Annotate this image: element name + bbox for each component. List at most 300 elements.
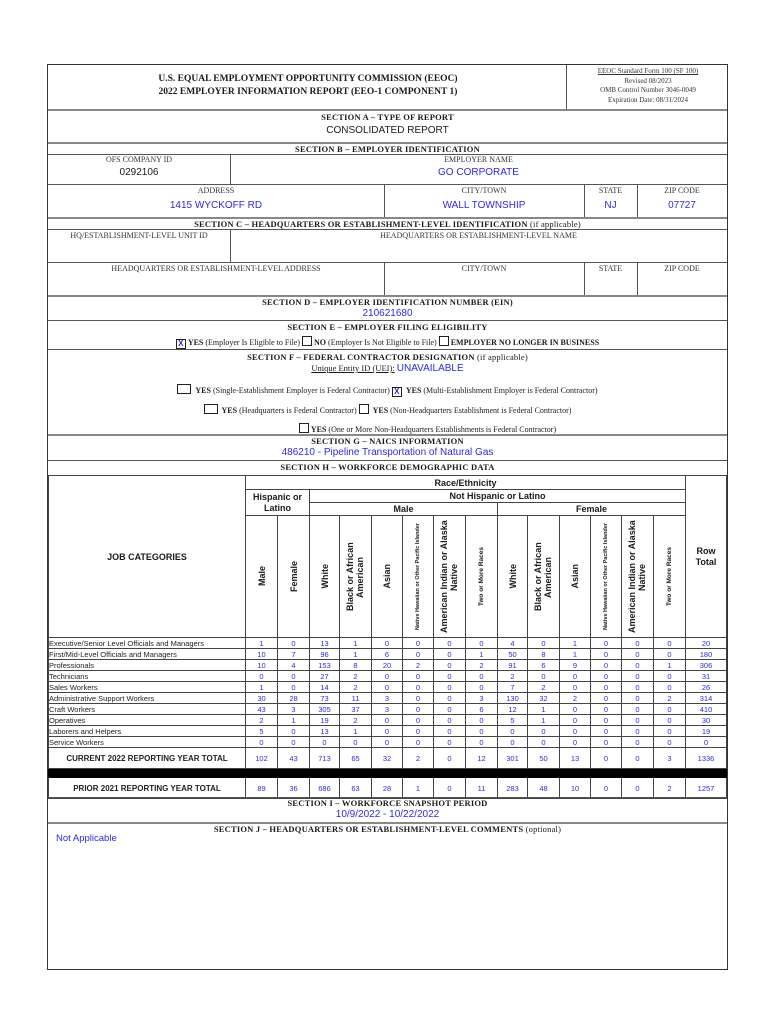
count-cell[interactable]: 7 [278,649,310,660]
row-total-cell: 306 [686,660,727,671]
count-cell[interactable]: 1 [246,638,278,649]
col-header [246,516,278,638]
one-or-more-non-hq-option[interactable] [299,425,556,434]
count-cell[interactable]: 10 [246,660,278,671]
male-header: Male [310,503,498,516]
contractor-options-row1 [48,384,727,397]
count-cell[interactable]: 0 [372,638,403,649]
total-cell: 36 [278,778,310,799]
job-category-cell: Operatives [49,715,246,726]
report-type-value: CONSOLIDATED REPORT [326,125,449,136]
section-f-title-text: SECTION F – FEDERAL CONTRACTOR DESIGNATION [247,352,475,362]
col-label: Asian [382,564,392,589]
col-header [340,516,372,638]
table-row [49,638,727,649]
section-g-title: SECTION G – NAICS INFORMATION [311,436,464,446]
count-cell[interactable]: 2 [654,693,686,704]
table-row [49,660,727,671]
count-cell[interactable]: 0 [434,693,466,704]
count-cell[interactable]: 0 [403,682,434,693]
count-cell[interactable]: 0 [560,737,591,748]
job-category-cell: Service Workers [49,737,246,748]
divider [48,229,727,230]
count-cell[interactable]: 1 [278,715,310,726]
job-category-cell: Technicians [49,671,246,682]
count-cell[interactable]: 12 [498,704,528,715]
col-header [372,516,403,638]
count-cell[interactable]: 0 [622,638,654,649]
count-cell[interactable]: 0 [434,660,466,671]
grand-total-cell: 1257 [686,778,727,799]
count-cell[interactable]: 14 [310,682,340,693]
employer-name-value: GO CORPORATE [438,167,519,178]
section-c-note: (if applicable) [530,219,581,229]
count-cell[interactable]: 0 [654,682,686,693]
count-cell[interactable]: 0 [528,726,560,737]
count-cell[interactable]: 0 [654,737,686,748]
section-f-note: (if applicable) [477,352,528,362]
total-cell: 32 [372,748,403,769]
col-label: Female [288,560,299,593]
count-cell[interactable]: 43 [246,704,278,715]
separator-cell [622,769,654,778]
option-label: YES [221,406,238,415]
separator-cell [654,769,686,778]
zip-label: ZIP CODE [664,186,700,195]
total-cell: 301 [498,748,528,769]
count-cell[interactable]: 2 [560,693,591,704]
total-cell: 50 [528,748,560,769]
count-cell[interactable]: 0 [622,737,654,748]
count-cell[interactable]: 6 [466,704,498,715]
count-cell[interactable]: 1 [560,638,591,649]
table-row [49,649,727,660]
separator-cell [591,769,622,778]
count-cell[interactable]: 0 [403,715,434,726]
col-label: White [319,564,330,589]
count-cell[interactable]: 91 [498,660,528,671]
count-cell[interactable]: 2 [340,682,372,693]
checkbox-empty-icon[interactable] [359,404,369,414]
count-cell[interactable]: 0 [434,682,466,693]
total-cell: 10 [560,778,591,799]
count-cell[interactable]: 0 [622,726,654,737]
separator-cell [310,769,340,778]
count-cell[interactable]: 1 [654,660,686,671]
separator-bar [49,769,727,778]
count-cell[interactable]: 19 [310,715,340,726]
section-d-title: SECTION D – EMPLOYER IDENTIFICATION NUMBER (EIN) [262,297,513,307]
count-cell[interactable]: 4 [498,638,528,649]
count-cell[interactable]: 5 [498,715,528,726]
section-c-title [48,219,727,229]
job-category-cell: Laborers and Helpers [49,726,246,737]
total-cell: 283 [498,778,528,799]
col-label: Male [256,566,267,587]
checkbox-empty-icon[interactable] [439,336,449,346]
count-cell[interactable]: 0 [498,726,528,737]
count-cell[interactable]: 0 [654,638,686,649]
count-cell[interactable]: 0 [278,682,310,693]
col-header [654,516,686,638]
count-cell[interactable]: 0 [622,671,654,682]
count-cell[interactable]: 0 [403,704,434,715]
count-cell[interactable]: 0 [434,671,466,682]
option-text: (Single-Establishment Employer is Federal Contractor) [210,386,390,395]
count-cell[interactable]: 1 [466,649,498,660]
table-row [49,704,727,715]
option-label: YES [405,386,422,395]
city-value: WALL TOWNSHIP [442,200,526,211]
workforce-table [48,475,727,799]
count-cell[interactable]: 0 [372,726,403,737]
multi-establishment-option[interactable] [392,386,598,395]
section-e-title: SECTION E – EMPLOYER FILING ELIGIBILITY [287,322,488,332]
checkbox-empty-icon[interactable] [299,423,309,433]
count-cell[interactable]: 2 [340,671,372,682]
count-cell[interactable]: 32 [528,693,560,704]
count-cell[interactable]: 1 [528,704,560,715]
row-total-header [686,476,727,638]
count-cell[interactable]: 0 [340,737,372,748]
hq-address-label: HEADQUARTERS OR ESTABLISHMENT-LEVEL ADDRESS [111,264,321,273]
total-cell: 713 [310,748,340,769]
count-cell[interactable]: 0 [403,649,434,660]
count-cell[interactable]: 0 [622,660,654,671]
section-i-title: SECTION I – WORKFORCE SNAPSHOT PERIOD [287,798,488,808]
race-ethnicity-header: Race/Ethnicity [246,476,686,490]
eligibility-no-longer-option[interactable] [439,338,599,347]
count-cell[interactable]: 3 [466,693,498,704]
count-cell[interactable]: 2 [246,715,278,726]
checkbox-empty-icon[interactable] [302,336,312,346]
count-cell[interactable]: 8 [528,649,560,660]
total-cell: 0 [591,778,622,799]
count-cell[interactable]: 8 [340,660,372,671]
eligibility-no-option[interactable] [302,338,437,347]
eeo1-form-page [47,64,728,970]
count-cell[interactable]: 1 [560,649,591,660]
count-cell[interactable]: 2 [528,682,560,693]
count-cell[interactable]: 0 [372,671,403,682]
checkbox-checked-icon[interactable]: X [392,387,402,397]
separator-cell [528,769,560,778]
col-label: Black or African American [344,542,365,611]
count-cell[interactable]: 5 [246,726,278,737]
separator-cell [340,769,372,778]
count-cell[interactable]: 0 [434,638,466,649]
option-text: (Headquarters is Federal Contractor) [237,406,357,415]
count-cell[interactable]: 0 [528,737,560,748]
separator-cell [434,769,466,778]
count-cell[interactable]: 0 [654,649,686,660]
count-cell[interactable]: 3 [278,704,310,715]
col-header [434,516,466,638]
hq-state-label: STATE [598,264,623,273]
separator-cell [49,769,246,778]
col-label: American Indian or Alaska Native [438,520,459,633]
col-label: Asian [570,564,580,589]
form-title [48,73,568,99]
prior-year-total-row [49,778,727,799]
total-label: PRIOR 2021 REPORTING YEAR TOTAL [49,778,246,799]
hq-zip-label: ZIP CODE [664,264,700,273]
comments-value: Not Applicable [56,833,117,844]
job-category-cell: Professionals [49,660,246,671]
count-cell[interactable]: 0 [434,737,466,748]
col-header [560,516,591,638]
employer-name-label: EMPLOYER NAME [444,155,513,164]
total-label: CURRENT 2022 REPORTING YEAR TOTAL [49,748,246,769]
count-cell[interactable]: 0 [498,737,528,748]
count-cell[interactable]: 4 [278,660,310,671]
count-cell[interactable]: 0 [622,715,654,726]
job-category-rows [49,638,727,748]
count-cell[interactable]: 0 [466,715,498,726]
table-row [49,671,727,682]
job-category-cell: Craft Workers [49,704,246,715]
col-header [278,516,310,638]
count-cell[interactable]: 20 [372,660,403,671]
count-cell[interactable]: 0 [560,726,591,737]
city-label: CITY/TOWN [461,186,507,195]
count-cell[interactable]: 2 [498,671,528,682]
row-total-cell: 180 [686,649,727,660]
count-cell[interactable]: 0 [622,704,654,715]
option-text: (One or More Non-Headquarters Establishments is Federal Contractor) [326,425,557,434]
total-cell: 43 [278,748,310,769]
count-cell[interactable]: 0 [591,660,622,671]
count-cell[interactable]: 153 [310,660,340,671]
total-cell: 0 [622,748,654,769]
count-cell[interactable]: 28 [278,693,310,704]
option-label: NO [314,338,327,347]
count-cell[interactable]: 0 [403,638,434,649]
count-cell[interactable]: 0 [591,682,622,693]
count-cell[interactable]: 0 [622,693,654,704]
count-cell[interactable]: 1 [528,715,560,726]
count-cell[interactable]: 13 [310,726,340,737]
count-cell[interactable]: 10 [246,649,278,660]
count-cell[interactable]: 3 [372,704,403,715]
count-cell[interactable]: 6 [372,649,403,660]
count-cell[interactable]: 0 [654,704,686,715]
count-cell[interactable]: 0 [528,638,560,649]
count-cell[interactable]: 13 [310,638,340,649]
section-b-title: SECTION B – EMPLOYER IDENTIFICATION [295,144,480,154]
col-header [310,516,340,638]
col-header [528,516,560,638]
count-cell[interactable]: 0 [591,715,622,726]
count-cell[interactable]: 0 [434,715,466,726]
count-cell[interactable]: 1 [340,726,372,737]
count-cell[interactable]: 1 [340,638,372,649]
contractor-options-row3 [48,423,727,434]
table-row [49,715,727,726]
count-cell[interactable]: 305 [310,704,340,715]
divider [48,460,727,461]
total-cell: 89 [246,778,278,799]
job-categories-header: JOB CATEGORIES [49,476,246,638]
uei-line [48,363,727,374]
section-j-note: (optional) [525,824,562,834]
option-text: (Multi-Establishment Employer is Federal Contractor) [421,386,598,395]
count-cell[interactable]: 0 [591,638,622,649]
count-cell[interactable]: 0 [434,726,466,737]
col-header [591,516,622,638]
col-label: Two or More Races [477,546,485,607]
total-cell: 0 [591,748,622,769]
count-cell[interactable]: 3 [372,693,403,704]
count-cell[interactable]: 1 [340,649,372,660]
total-cell: 63 [340,778,372,799]
single-establishment-option[interactable] [177,386,389,395]
count-cell[interactable]: 0 [278,671,310,682]
option-text: (Non-Headquarters Establishment is Federal Contractor) [388,406,572,415]
count-cell[interactable]: 0 [560,704,591,715]
count-cell[interactable]: 0 [372,715,403,726]
col-label: White [507,564,518,589]
address-value: 1415 WYCKOFF RD [169,200,263,211]
count-cell[interactable]: 0 [466,737,498,748]
count-cell[interactable]: 0 [372,737,403,748]
row-total-cell: 314 [686,693,727,704]
option-label: YES [372,406,389,415]
total-cell: 686 [310,778,340,799]
checkbox-empty-icon[interactable] [204,404,218,414]
count-cell[interactable]: 9 [560,660,591,671]
count-cell[interactable]: 96 [310,649,340,660]
count-cell[interactable]: 0 [591,726,622,737]
headquarters-option[interactable] [204,406,357,415]
section-c-title-text: SECTION C – HEADQUARTERS OR ESTABLISHMENT-LEVEL IDENTIFICATION [194,219,528,229]
form-title-line1: U.S. EQUAL EMPLOYMENT OPPORTUNITY COMMISSION (EEOC) [158,74,458,84]
company-id-value: 0292106 [119,167,159,178]
separator-cell [246,769,278,778]
count-cell[interactable]: 0 [466,671,498,682]
count-cell[interactable]: 6 [528,660,560,671]
count-cell[interactable]: 0 [466,726,498,737]
count-cell[interactable]: 0 [591,737,622,748]
count-cell[interactable]: 30 [246,693,278,704]
col-label: Black or African American [532,542,553,611]
count-cell[interactable]: 0 [622,649,654,660]
count-cell[interactable]: 0 [310,737,340,748]
count-cell[interactable]: 0 [591,704,622,715]
count-cell[interactable]: 0 [278,726,310,737]
snapshot-period-value: 10/9/2022 - 10/22/2022 [335,809,440,820]
totals-rows [49,748,727,799]
count-cell[interactable]: 0 [591,693,622,704]
section-j-title-text: SECTION J – HEADQUARTERS OR ESTABLISHMENT-LEVEL COMMENTS [213,824,524,834]
section-j-title [48,824,727,834]
count-cell[interactable]: 0 [246,671,278,682]
count-cell[interactable]: 0 [278,638,310,649]
divider [48,349,727,350]
row-total-cell: 26 [686,682,727,693]
section-h-title: SECTION H – WORKFORCE DEMOGRAPHIC DATA [280,462,495,472]
count-cell[interactable]: 0 [246,737,278,748]
count-cell[interactable]: 0 [560,715,591,726]
checkbox-checked-icon[interactable]: X [176,339,186,349]
address-label: ADDRESS [197,186,235,195]
state-value: NJ [604,200,617,211]
col-header [622,516,654,638]
eligibility-yes-option[interactable] [176,338,300,347]
non-headquarters-option[interactable] [359,406,572,415]
uei-label: Unique Entity ID (UEI): [311,363,395,373]
option-label: YES [310,425,327,434]
count-cell[interactable]: 0 [560,671,591,682]
count-cell[interactable]: 0 [591,649,622,660]
checkbox-empty-icon[interactable] [177,384,191,394]
count-cell[interactable]: 2 [403,660,434,671]
divider [48,109,727,111]
total-cell: 2 [654,778,686,799]
count-cell[interactable]: 0 [403,693,434,704]
count-cell[interactable]: 2 [340,715,372,726]
total-cell: 65 [340,748,372,769]
count-cell[interactable]: 0 [654,726,686,737]
count-cell[interactable]: 7 [498,682,528,693]
option-label: YES [187,338,204,347]
current-year-total-row [49,748,727,769]
count-cell[interactable]: 37 [340,704,372,715]
row-total-cell: 31 [686,671,727,682]
count-cell[interactable]: 0 [528,671,560,682]
count-cell[interactable]: 130 [498,693,528,704]
count-cell[interactable]: 2 [466,660,498,671]
hispanic-header [246,490,310,516]
count-cell[interactable]: 0 [466,682,498,693]
form-title-line2: 2022 EMPLOYER INFORMATION REPORT (EEO-1 COMPONENT 1) [158,87,458,97]
count-cell[interactable]: 0 [403,737,434,748]
count-cell[interactable]: 27 [310,671,340,682]
row-total-cell: 20 [686,638,727,649]
option-text: (Employer Is Eligible to File) [203,338,301,347]
separator-cell [372,769,403,778]
row-total-cell: 19 [686,726,727,737]
count-cell[interactable]: 0 [403,671,434,682]
total-cell: 3 [654,748,686,769]
count-cell[interactable]: 0 [622,682,654,693]
count-cell[interactable]: 50 [498,649,528,660]
contractor-options-row2 [48,404,727,415]
col-header [403,516,434,638]
count-cell[interactable]: 0 [434,704,466,715]
count-cell[interactable]: 0 [466,638,498,649]
count-cell[interactable]: 11 [340,693,372,704]
option-label: YES [195,386,211,395]
count-cell[interactable]: 0 [372,682,403,693]
count-cell[interactable]: 0 [591,671,622,682]
count-cell[interactable]: 0 [434,649,466,660]
col-label: American Indian or Alaska Native [626,520,647,633]
count-cell[interactable]: 0 [403,726,434,737]
count-cell[interactable]: 0 [560,682,591,693]
not-hispanic-header: Not Hispanic or Latino [310,490,686,503]
count-cell[interactable]: 0 [654,671,686,682]
count-cell[interactable]: 0 [654,715,686,726]
count-cell[interactable]: 0 [278,737,310,748]
col-header [466,516,498,638]
separator-cell [560,769,591,778]
separator-cell [466,769,498,778]
count-cell[interactable]: 73 [310,693,340,704]
count-cell[interactable]: 1 [246,682,278,693]
total-cell: 0 [434,778,466,799]
total-cell: 102 [246,748,278,769]
